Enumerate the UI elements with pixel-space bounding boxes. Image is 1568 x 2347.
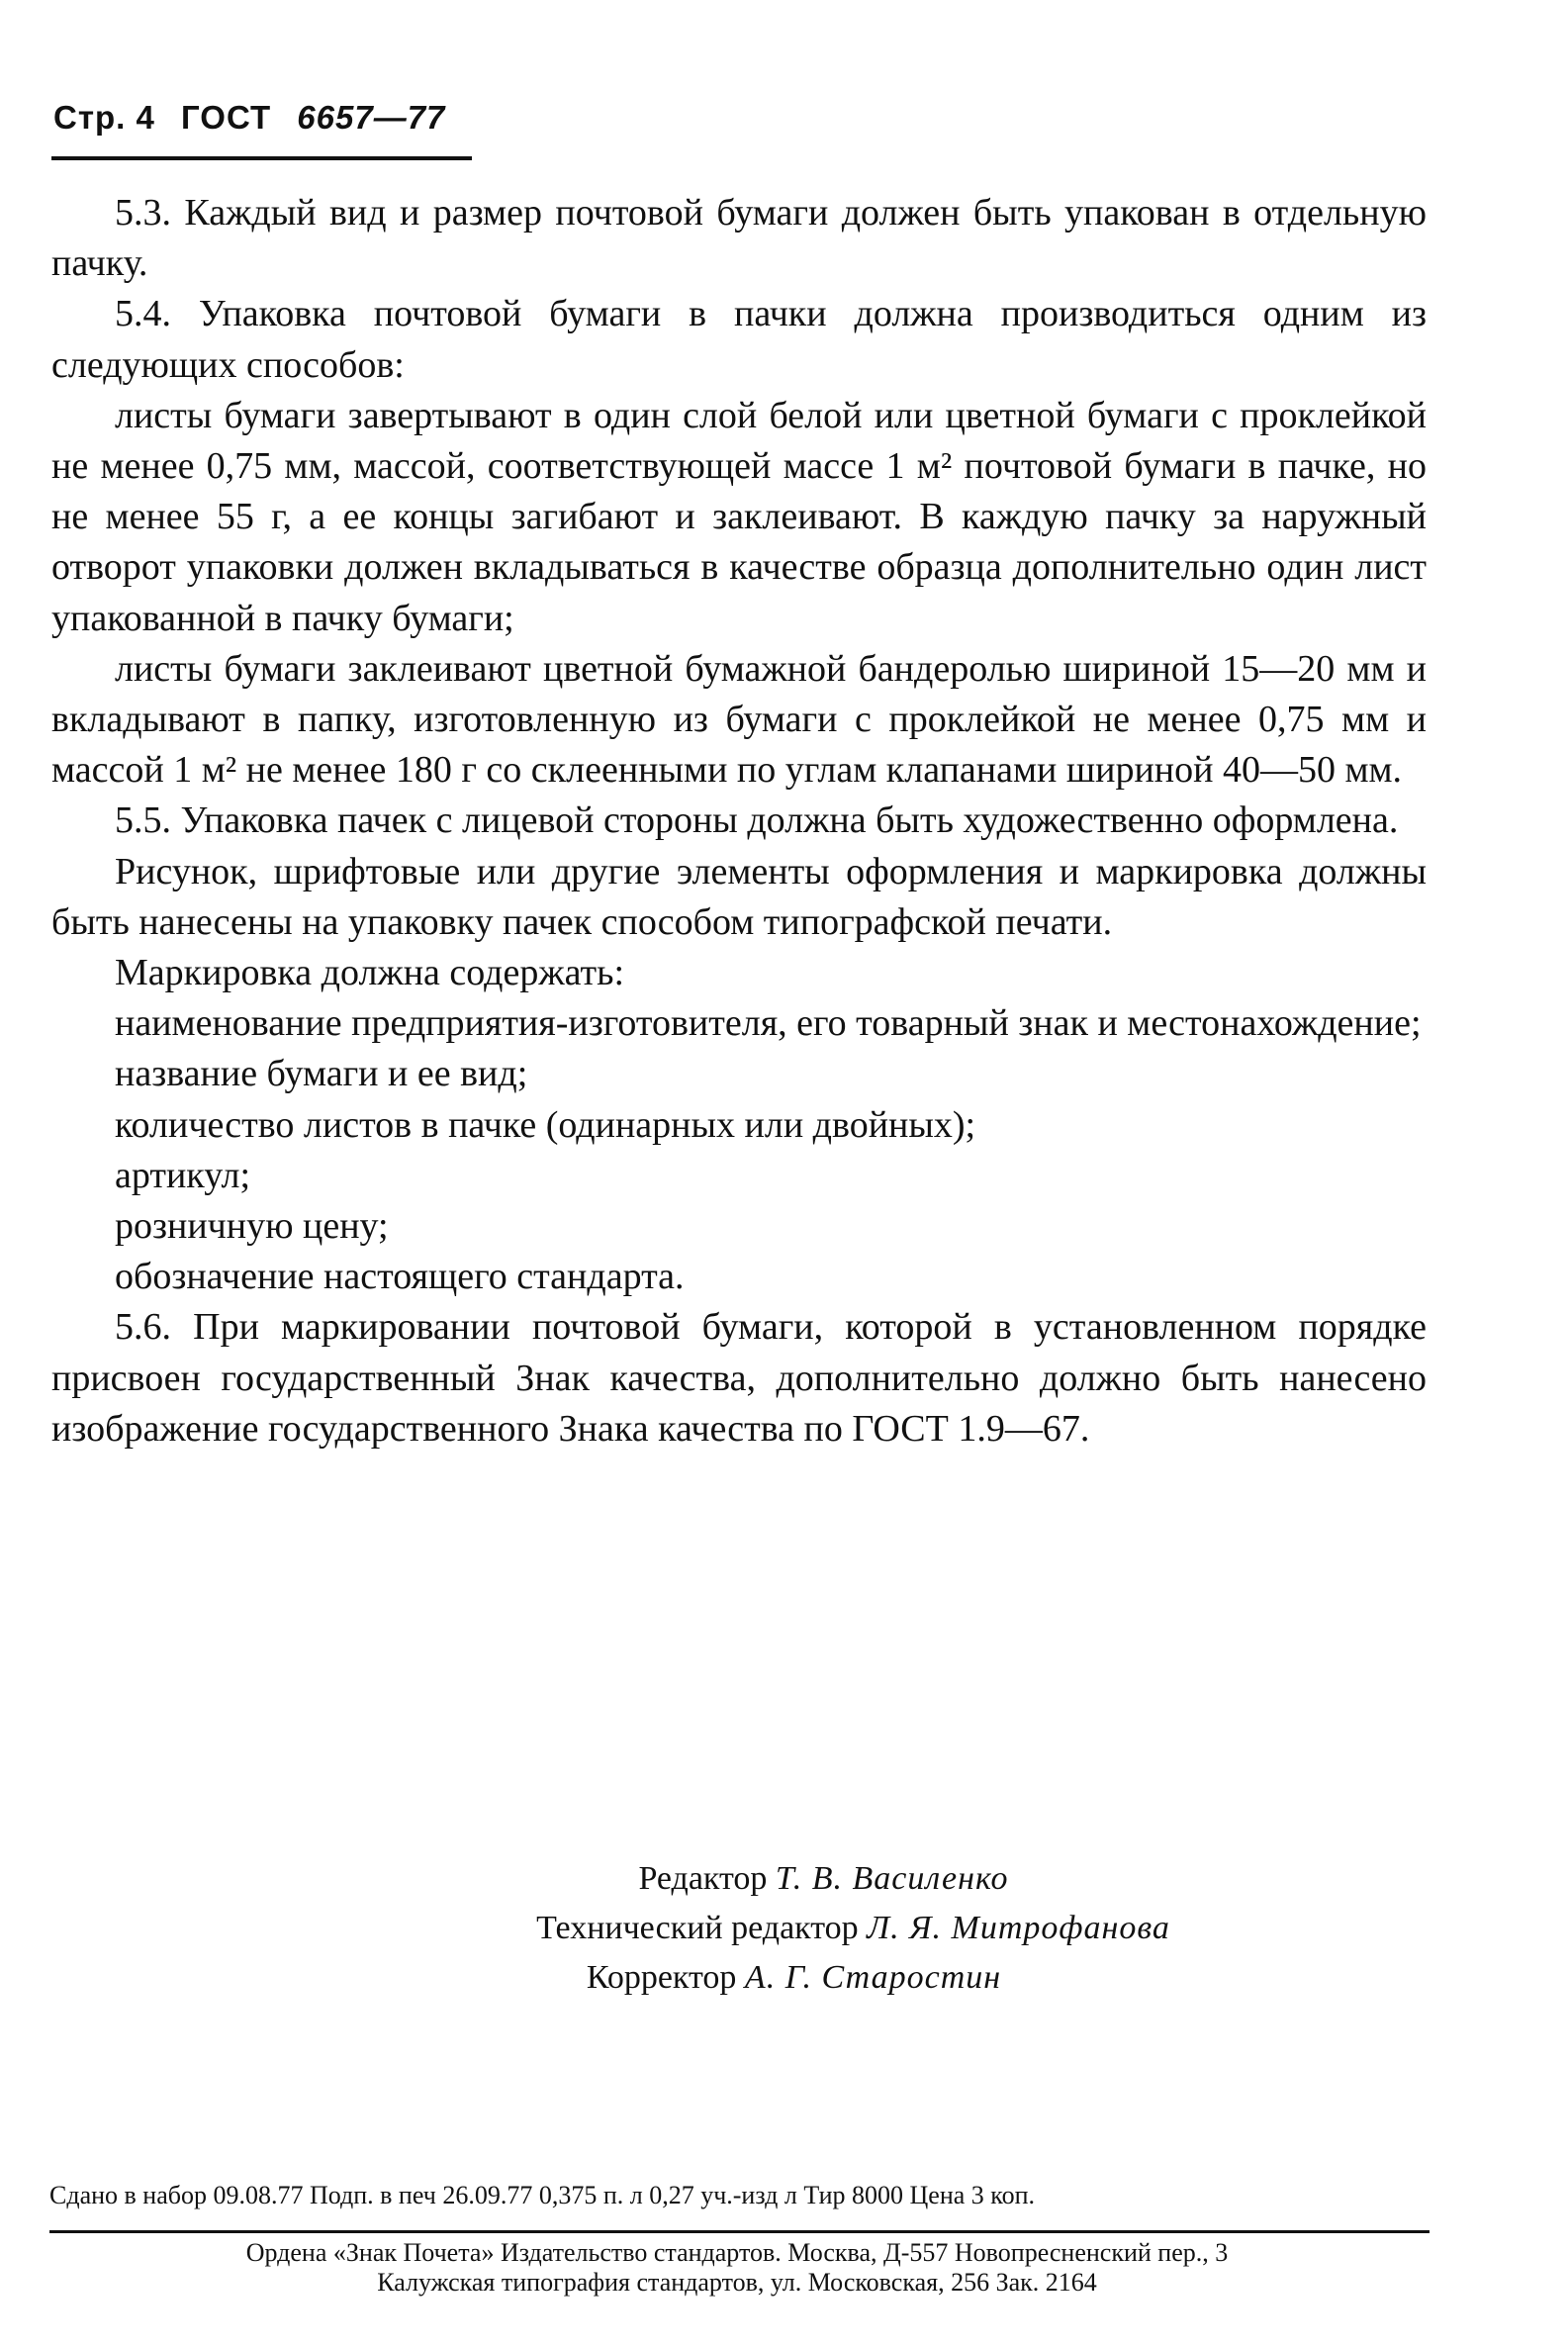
editor-label: Редактор <box>638 1860 768 1897</box>
paragraph-5-3: 5.3. Каждый вид и размер почтовой бумаги должен быть упакован в отдельную пачку. <box>51 192 1427 285</box>
paragraph-5-5: 5.5. Упаковка пачек с лицевой стороны должна быть художественно оформлена. <box>115 799 1399 842</box>
tech-editor-name: Л. Я. Митрофанова <box>867 1910 1170 1946</box>
packing-method-1: листы бумаги завертывают в один слой белой или цветной бумаги с проклейкой не менее 0,75 мм, массой, соответствующей массе 1 м² почтовой бумаги в пачке, но не менее 55 г, а ее концы загибают и заклеивают. В каждую пачку за наружный отворот упаковки должен вкладываться в качестве образца дополнительно один лист упакованной в пачку бумаги; <box>51 394 1427 639</box>
header-divider <box>51 156 472 160</box>
design-paragraph: Рисунок, шрифтовые или другие элементы оформления и маркировка должны быть нанесены на упаковку пачек способом типографской печати. <box>51 850 1427 943</box>
printing-house-line: Калужская типография стандартов, ул. Московская, 256 Зак. 2164 <box>377 2268 1097 2297</box>
marking-item: розничную цену; <box>115 1205 389 1248</box>
paragraph-5-4: 5.4. Упаковка почтовой бумаги в пачки должна производиться одним из следующих способов: <box>51 293 1427 386</box>
marking-intro: Маркировка должна содержать: <box>115 952 625 994</box>
tech-editor-label: Технический редактор <box>536 1910 859 1946</box>
tech-editor-line <box>0 1905 1568 1952</box>
imprint-divider <box>49 2230 1430 2233</box>
marking-item: обозначение настоящего стандарта. <box>115 1256 685 1298</box>
imprint-publisher <box>49 2238 1425 2298</box>
editor-name: Т. В. Василенко <box>775 1860 1009 1897</box>
paragraph-5-6: 5.6. При маркировании почтовой бумаги, которой в установленном порядке присвоен государственный Знак качества, дополнительно должно быть нанесено изображение государственного Знака качества по ГОСТ 1.9—67. <box>51 1306 1427 1450</box>
editor-line <box>0 1855 1568 1903</box>
document-body <box>51 188 1427 1455</box>
marking-item: количество листов в пачке (одинарных или двойных); <box>115 1103 976 1146</box>
standard-number: 6657—77 <box>297 99 446 136</box>
corrector-label: Корректор <box>586 1959 737 1996</box>
marking-item: название бумаги и ее вид; <box>115 1053 528 1095</box>
corrector-name: А. Г. Старостин <box>744 1959 1002 1996</box>
standard-label: ГОСТ <box>181 99 272 136</box>
page-number: Стр. 4 <box>53 99 155 136</box>
corrector-line <box>0 1954 1568 2002</box>
marking-item: артикул; <box>115 1154 251 1196</box>
page-header <box>53 99 461 137</box>
marking-item: наименование предприятия-изготовителя, его товарный знак и местонахождение; <box>115 1002 1422 1045</box>
publisher-line: Ордена «Знак Почета» Издательство стандартов. Москва, Д-557 Новопресненский пер., 3 <box>245 2238 1229 2267</box>
packing-method-2: листы бумаги заклеивают цветной бумажной бандеролью шириной 15—20 мм и вкладывают в папку, изготовленную из бумаги с проклейкой не менее 0,75 мм и массой 1 м² не менее 180 г со склеенными по углам клапанами шириной 40—50 мм. <box>51 647 1427 792</box>
imprint-print-data: Сдано в набор 09.08.77 Подп. в печ 26.09.77 0,375 п. л 0,27 уч.-изд л Тир 8000 Цена 3 коп. <box>49 2181 1035 2209</box>
